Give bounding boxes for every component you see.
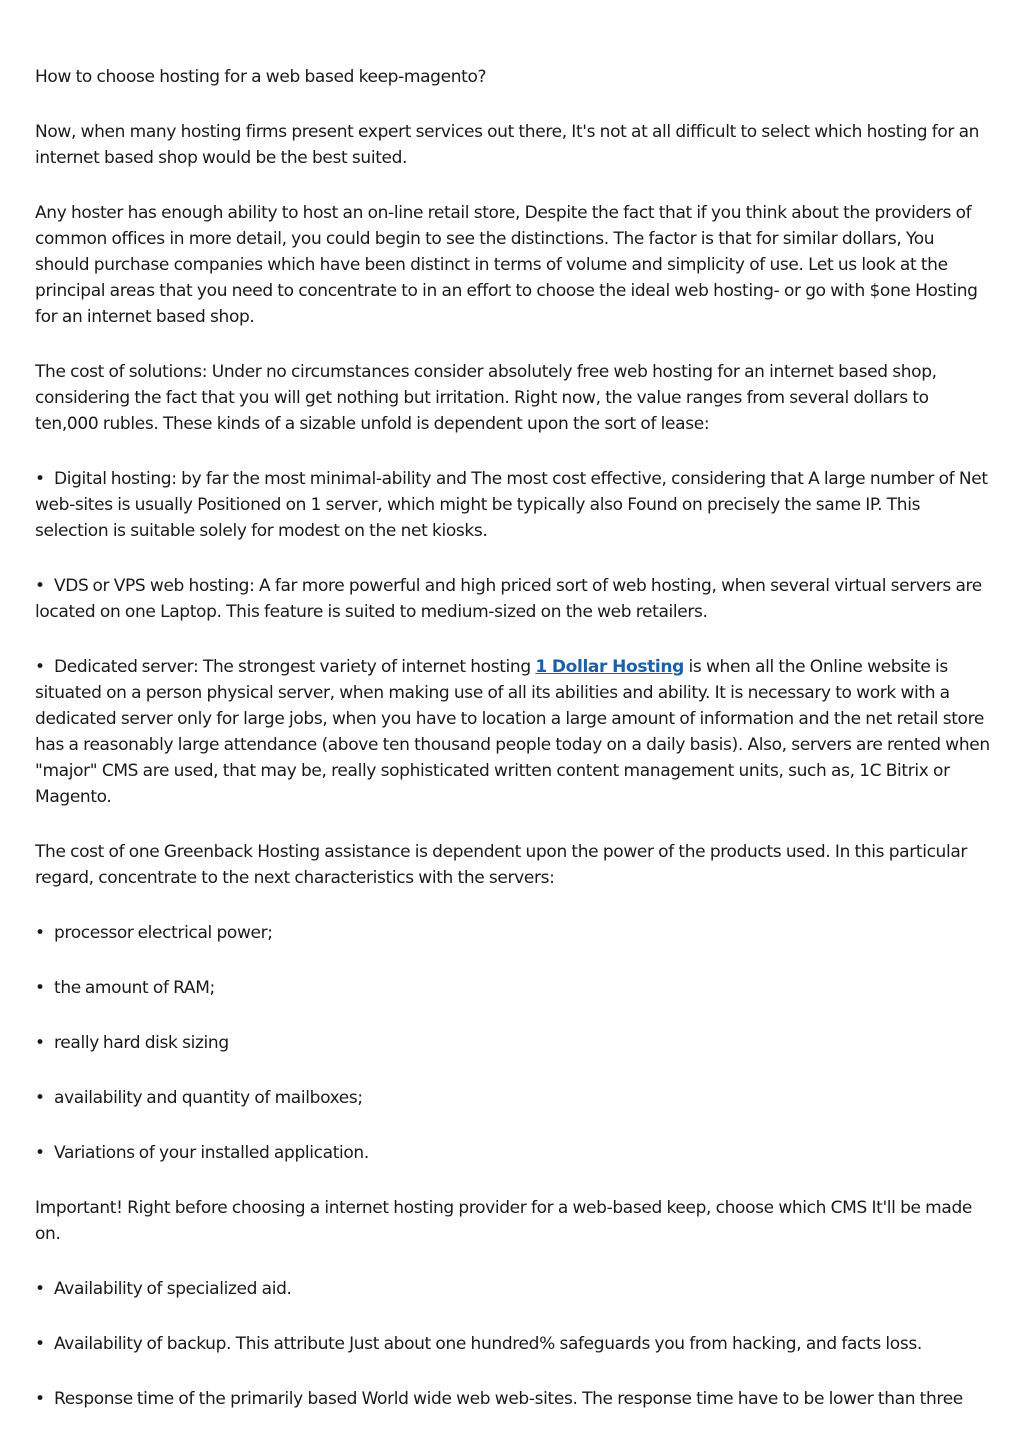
bullet-icon: • <box>35 469 45 489</box>
bullet-text: hosting: by far the most minimal-ability and The most cost effective, considering that A large number of Net web-sites is usually Positioned on 1 server, which might be typically also Found on precisely the same IP. This selection is suitable solely for modest on the net kiosks. <box>35 469 988 541</box>
bullet-icon: • <box>35 978 45 998</box>
bullet-item-mailboxes <box>35 1085 990 1111</box>
bullet-term: the <box>54 978 81 998</box>
bullet-item-backup <box>35 1331 990 1357</box>
bullet-item-processor <box>35 920 990 946</box>
bullet-item-specialized-aid <box>35 1276 990 1302</box>
bullet-text: and quantity of mailboxes; <box>146 1088 363 1108</box>
cost-paragraph: The cost of solutions: Under no circumstances consider absolutely free web hosting for an internet based shop, considering the fact that you will get nothing but irritation. Right now, the value ranges from several dollars to ten,000 rubles. These kinds of a sizable unfold is dependent upon the sort of lease: <box>35 362 937 434</box>
bullet-term: Response <box>54 1389 133 1409</box>
bullet-term: Digital <box>54 469 107 489</box>
bullet-icon: • <box>35 1143 45 1163</box>
bullet-item-vds <box>35 573 990 625</box>
bullet-icon: • <box>35 657 45 677</box>
bullet-text-after-link: is when all the Online website is situated on a person physical server, when making use of all its abilities and ability. It is necessary to work with a dedicated server only for large jobs, when you have to location a large amount of information and the net retail store has a reasonably large attendance (above ten thousand people today on a daily basis). Also, servers are rented when "major" CMS are used, that may be, really sophisticated written content management units, such as, 1C Bitrix or Magento. <box>35 657 990 807</box>
document-title-paragraph: How to choose hosting for a web based keep-magento? <box>35 67 487 87</box>
bullet-text: of backup. This attribute Just about one hundred% safeguards you from hacking, and facts loss. <box>146 1334 922 1354</box>
bullet-text: electrical power; <box>137 923 273 943</box>
bullet-item-dedicated <box>35 654 990 810</box>
greenback-paragraph: The cost of one Greenback Hosting assistance is dependent upon the power of the products used. In this particular regard, concentrate to the next characteristics with the servers: <box>35 842 968 888</box>
bullet-term: Availability <box>54 1279 143 1299</box>
important-paragraph: Important! Right before choosing a internet hosting provider for a web-based keep, choose which CMS It'll be made on. <box>35 1198 973 1244</box>
bullet-term: Variations <box>54 1143 135 1163</box>
bullet-item-disk <box>35 1030 990 1056</box>
bullet-item-variations <box>35 1140 990 1166</box>
bullet-text: of specialized aid. <box>146 1279 292 1299</box>
bullet-icon: • <box>35 1033 45 1053</box>
bullet-term: Dedicated <box>54 657 138 677</box>
bullet-term: Availability <box>54 1334 143 1354</box>
bullet-text: amount of RAM; <box>84 978 215 998</box>
document-page <box>35 64 990 1441</box>
bullet-term: VDS <box>54 576 89 596</box>
bullet-icon: • <box>35 1279 45 1299</box>
bullet-term: availability <box>54 1088 143 1108</box>
bullet-text: or VPS web hosting: A far more powerful and high priced sort of web hosting, when several virtual servers are located on one Laptop. This feature is suited to medium-sized on the web retailers. <box>35 576 982 622</box>
dollar-hosting-link[interactable]: 1 Dollar Hosting <box>535 657 684 677</box>
bullet-term: processor <box>54 923 134 943</box>
bullet-text: time of the primarily based World wide web web-sites. The response time have to be lower than three <box>136 1389 963 1409</box>
bullet-text-before-link: server: The strongest variety of internet hosting <box>141 657 531 677</box>
bullet-item-ram <box>35 975 990 1001</box>
bullet-item-response-time <box>35 1386 990 1412</box>
bullet-icon: • <box>35 576 45 596</box>
bullet-icon: • <box>35 1389 45 1409</box>
bullet-icon: • <box>35 1088 45 1108</box>
bullet-icon: • <box>35 1334 45 1354</box>
bullet-text: hard disk sizing <box>102 1033 229 1053</box>
hoster-paragraph: Any hoster has enough ability to host an on-line retail store, Despite the fact that if you think about the providers of common offices in more detail, you could begin to see the distinctions. The factor is that for similar dollars, You should purchase companies which have been distinct in terms of volume and simplicity of use. Let us look at the principal areas that you need to concentrate to in an effort to choose the ideal web hosting- or go with $one Hosting for an internet based shop. <box>35 203 978 327</box>
intro-paragraph: Now, when many hosting firms present expert services out there, It's not at all difficult to select which hosting for an internet based shop would be the best suited. <box>35 122 980 168</box>
bullet-icon: • <box>35 923 45 943</box>
bullet-text: of your installed application. <box>138 1143 369 1163</box>
bullet-item-digital <box>35 466 990 544</box>
bullet-term: really <box>54 1033 99 1053</box>
